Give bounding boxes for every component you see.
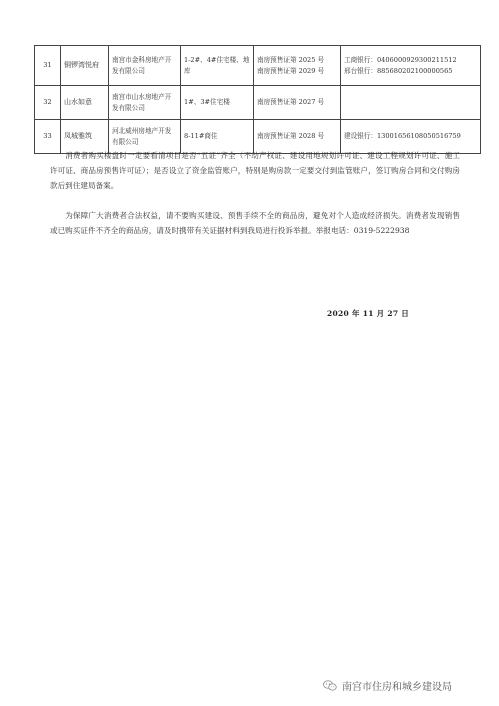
supervision-account: 建设银行：13001656108050516759 [344, 132, 461, 141]
developer-name: 南宫市山水房地产开发有限公司 [109, 86, 181, 120]
wechat-watermark [323, 678, 452, 693]
developer-name: 河北威州房地产开发有限公司 [109, 120, 181, 154]
notice-paragraph-five-certificates: 消费者购买楼盘时一定要看清项目是否“五证”齐全（不动产权证、建设用地规划许可证、建设工程规划许可证、施工许可证、商品房预售许可证）；是否设立了资金监管账户，特别是购房款一定要交付到监管账户，签订购房合同和交付购房款后到住建局备案。 [50, 151, 460, 190]
building-scope: 8-11#商住 [181, 120, 254, 154]
row-number: 33 [35, 120, 61, 154]
table-row [35, 46, 481, 86]
supervision-account: 工商银行：0406000929300211512 [344, 56, 457, 65]
presale-permit: 南房预售证第 2025 号 [257, 56, 325, 65]
project-name: 凤城雅筑 [61, 120, 109, 154]
row-number: 31 [35, 46, 61, 86]
supervision-account: 邢台银行：885680202100000565 [344, 66, 453, 75]
presale-permit: 南房预售证第 2027 号 [257, 98, 325, 107]
project-table [34, 45, 481, 154]
presale-permit: 南房预售证第 2029 号 [257, 66, 325, 75]
building-scope: 1-2#、4#住宅楼、地库 [181, 46, 254, 86]
notice-paragraph-consumer-rights: 为保障广大消费者合法权益，请不要购买建设、预售手续不全的商品房，避免对个人造成经济损失。消费者发现销售或已购买证件不齐全的商品房，请及时携带有关证据材料到我局进行投诉举报。举报电话：0319-5222938 [50, 211, 460, 235]
table-row [35, 86, 481, 120]
supervision-account-cell [341, 46, 481, 86]
supervision-account-cell [341, 86, 481, 120]
presale-permit-cell [254, 86, 341, 120]
official-account-name: 南宫市住房和城乡建设局 [342, 682, 452, 693]
building-scope: 1#、3#住宅楼 [181, 86, 254, 120]
presale-permit: 南房预售证第 2028 号 [257, 132, 325, 141]
row-number: 32 [35, 86, 61, 120]
developer-name: 南宫市金科房地产开发有限公司 [109, 46, 181, 86]
project-name: 铜锣湾悦府 [61, 46, 109, 86]
issue-date: 2020 年 11 月 27 日 [327, 309, 410, 318]
project-name: 山水如意 [61, 86, 109, 120]
wechat-icon [323, 680, 337, 691]
presale-permit-cell [254, 46, 341, 86]
